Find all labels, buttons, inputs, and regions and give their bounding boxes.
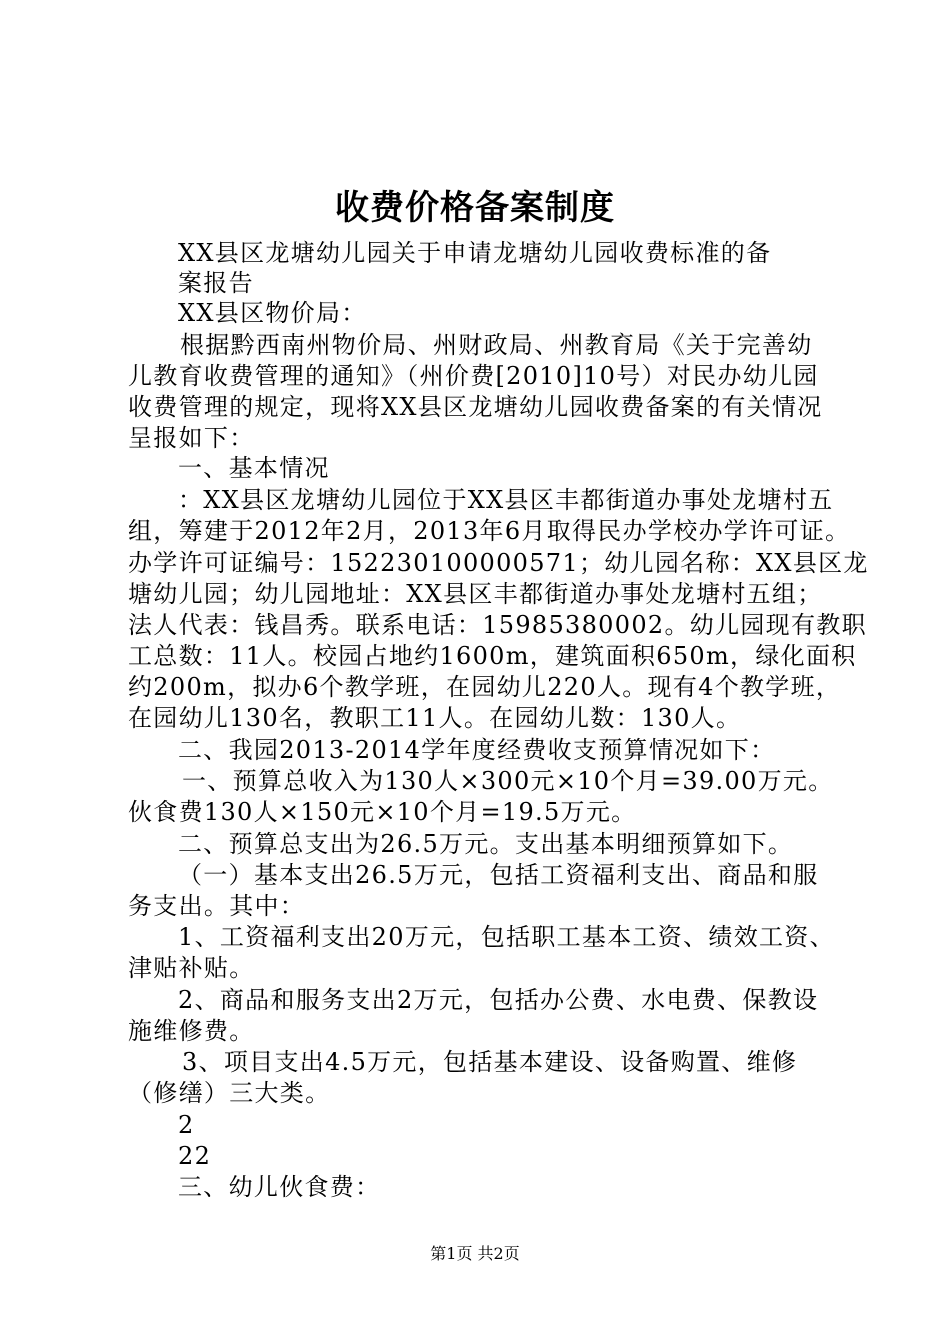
text-line: 伙食费130人×150元×10个月=19.5万元。 — [128, 798, 637, 826]
text-line: 塘幼儿园；幼儿园地址：XX县区丰都街道办事处龙塘村五组； — [128, 580, 823, 608]
text-line: 收费管理的规定，现将XX县区龙塘幼儿园收费备案的有关情况 — [128, 393, 823, 421]
text-line: 法人代表：钱昌秀。联系电话：15985380002。幼儿园现有教职 — [128, 611, 867, 639]
text-line: 津贴补贴。 — [128, 954, 255, 982]
text-line: XX县区龙塘幼儿园关于申请龙塘幼儿园收费标准的备 — [178, 239, 772, 267]
text-line: 案报告 — [178, 269, 254, 297]
text-line: 儿教育收费管理的通知》（州价费[2010]10号）对民办幼儿园 — [128, 362, 819, 390]
text-line: （一）基本支出26.5万元，包括工资福利支出、商品和服 — [178, 861, 819, 889]
document-title: 收费价格备案制度 — [335, 188, 615, 228]
text-line: 根据黔西南州物价局、州财政局、州教育局《关于完善幼 — [180, 331, 813, 359]
text-line: 工总数：11人。校园占地约1600m，建筑面积650m，绿化面积 — [128, 642, 857, 670]
text-line: 22 — [178, 1142, 212, 1170]
text-line: 一、预算总收入为130人×300元×10个月=39.00万元。 — [182, 767, 834, 795]
text-line: 办学许可证编号：152230100000571；幼儿园名称：XX县区龙 — [128, 549, 869, 577]
text-line: 1、工资福利支出20万元，包括职工基本工资、绩效工资、 — [178, 923, 835, 951]
page-footer: 第1页 共2页 — [430, 1244, 520, 1263]
text-line: （修缮）三大类。 — [128, 1079, 331, 1107]
text-line: 在园幼儿130名，教职工11人。在园幼儿数：130人。 — [128, 704, 742, 732]
text-line: 2、商品和服务支出2万元，包括办公费、水电费、保教设 — [178, 986, 819, 1014]
text-line: 2 — [178, 1111, 195, 1139]
text-line: 约200m，拟办6个教学班，在园幼儿220人。现有4个教学班， — [128, 673, 842, 701]
text-line: 二、预算总支出为26.5万元。支出基本明细预算如下。 — [178, 830, 794, 858]
text-line: 二、我园2013-2014学年度经费收支预算情况如下： — [178, 736, 776, 764]
text-line: ：XX县区龙塘幼儿园位于XX县区丰都街道办事处龙塘村五 — [178, 486, 834, 514]
text-line: 组，筹建于2012年2月，2013年6月取得民办学校办学许可证。 — [128, 517, 851, 545]
text-line: 一、基本情况 — [178, 454, 330, 482]
text-line: XX县区物价局： — [178, 299, 367, 327]
text-line: 呈报如下： — [128, 424, 255, 452]
text-line: 3、项目支出4.5万元，包括基本建设、设备购置、维修 — [182, 1048, 798, 1076]
text-line: 施维修费。 — [128, 1017, 255, 1045]
text-line: 三、幼儿伙食费： — [178, 1173, 381, 1201]
text-line: 务支出。其中： — [128, 892, 306, 920]
